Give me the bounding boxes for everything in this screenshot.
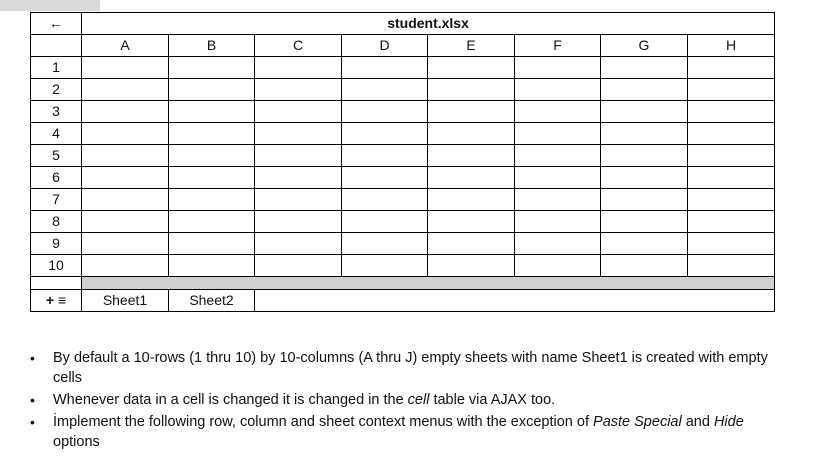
requirement-text: table via AJAX too. bbox=[429, 392, 556, 408]
sheet-tab-sheet2[interactable]: Sheet2 bbox=[169, 290, 255, 312]
cell-g6[interactable] bbox=[601, 167, 688, 189]
cell-b6[interactable] bbox=[169, 167, 255, 189]
row-header-5[interactable]: 5 bbox=[31, 145, 82, 167]
row-header-7[interactable]: 7 bbox=[31, 189, 82, 211]
cell-b8[interactable] bbox=[169, 211, 255, 233]
file-name: student.xlsx bbox=[82, 13, 775, 35]
cell-c3[interactable] bbox=[255, 101, 342, 123]
emphasis-text: Hide bbox=[713, 414, 744, 430]
row-header-8[interactable]: 8 bbox=[31, 211, 82, 233]
row-header-1[interactable]: 1 bbox=[31, 57, 82, 79]
bullet-icon: • bbox=[30, 350, 35, 366]
cell-h6[interactable] bbox=[688, 167, 775, 189]
cell-b5[interactable] bbox=[169, 145, 255, 167]
requirement-text: and bbox=[681, 414, 714, 430]
cell-a9[interactable] bbox=[82, 233, 169, 255]
row-header-4[interactable]: 4 bbox=[31, 123, 82, 145]
spreadsheet-mockup bbox=[30, 12, 775, 312]
cell-e3[interactable] bbox=[428, 101, 515, 123]
cell-c2[interactable] bbox=[255, 79, 342, 101]
sheet-tab-row bbox=[31, 290, 775, 312]
grid-row bbox=[31, 101, 775, 123]
grid-row bbox=[31, 211, 775, 233]
cell-b4[interactable] bbox=[169, 123, 255, 145]
cell-d9[interactable] bbox=[342, 233, 428, 255]
cell-g5[interactable] bbox=[601, 145, 688, 167]
requirement-item bbox=[30, 348, 790, 388]
cell-h9[interactable] bbox=[688, 233, 775, 255]
cell-e2[interactable] bbox=[428, 79, 515, 101]
grid-row bbox=[31, 57, 775, 79]
cell-c6[interactable] bbox=[255, 167, 342, 189]
bullet-icon: • bbox=[30, 414, 35, 430]
cell-h5[interactable] bbox=[688, 145, 775, 167]
cell-b10[interactable] bbox=[169, 255, 255, 277]
cell-b9[interactable] bbox=[169, 233, 255, 255]
column-header-d[interactable]: D bbox=[342, 35, 428, 57]
cell-d8[interactable] bbox=[342, 211, 428, 233]
cell-f8[interactable] bbox=[515, 211, 601, 233]
cell-f7[interactable] bbox=[515, 189, 601, 211]
cell-e5[interactable] bbox=[428, 145, 515, 167]
cell-e7[interactable] bbox=[428, 189, 515, 211]
column-header-h[interactable]: H bbox=[688, 35, 775, 57]
sheet-tab-empty-area bbox=[255, 290, 775, 312]
cell-h2[interactable] bbox=[688, 79, 775, 101]
cell-h3[interactable] bbox=[688, 101, 775, 123]
cell-g10[interactable] bbox=[601, 255, 688, 277]
cell-d4[interactable] bbox=[342, 123, 428, 145]
row-header-2[interactable]: 2 bbox=[31, 79, 82, 101]
cell-g1[interactable] bbox=[601, 57, 688, 79]
row-header-3[interactable]: 3 bbox=[31, 101, 82, 123]
cell-f10[interactable] bbox=[515, 255, 601, 277]
cell-d7[interactable] bbox=[342, 189, 428, 211]
cell-e6[interactable] bbox=[428, 167, 515, 189]
cell-f9[interactable] bbox=[515, 233, 601, 255]
cell-c9[interactable] bbox=[255, 233, 342, 255]
cell-h4[interactable] bbox=[688, 123, 775, 145]
cell-b3[interactable] bbox=[169, 101, 255, 123]
cell-c1[interactable] bbox=[255, 57, 342, 79]
cell-a6[interactable] bbox=[82, 167, 169, 189]
requirements-list bbox=[30, 348, 790, 454]
cell-b2[interactable] bbox=[169, 79, 255, 101]
cell-f1[interactable] bbox=[515, 57, 601, 79]
cell-a7[interactable] bbox=[82, 189, 169, 211]
grid-body bbox=[31, 57, 775, 277]
column-header-e[interactable]: E bbox=[428, 35, 515, 57]
requirement-text: options bbox=[53, 434, 100, 450]
select-all-corner[interactable] bbox=[31, 35, 82, 57]
grid-row bbox=[31, 233, 775, 255]
cell-d3[interactable] bbox=[342, 101, 428, 123]
horizontal-scrollbar[interactable] bbox=[82, 277, 775, 290]
cell-e4[interactable] bbox=[428, 123, 515, 145]
row-header-9[interactable]: 9 bbox=[31, 233, 82, 255]
row-header-6[interactable]: 6 bbox=[31, 167, 82, 189]
requirement-item bbox=[30, 412, 790, 452]
cell-g9[interactable] bbox=[601, 233, 688, 255]
requirement-text: By default a 10-rows (1 thru 10) by 10-columns (A thru J) empty sheets with name Sheet1 is created with empty cells bbox=[53, 350, 768, 386]
cell-c10[interactable] bbox=[255, 255, 342, 277]
scrollbar-row bbox=[31, 277, 775, 290]
cell-h10[interactable] bbox=[688, 255, 775, 277]
cell-g7[interactable] bbox=[601, 189, 688, 211]
cell-h7[interactable] bbox=[688, 189, 775, 211]
grid-row bbox=[31, 145, 775, 167]
cell-a10[interactable] bbox=[82, 255, 169, 277]
column-header-f[interactable]: F bbox=[515, 35, 601, 57]
cell-h8[interactable] bbox=[688, 211, 775, 233]
cell-b7[interactable] bbox=[169, 189, 255, 211]
cell-a5[interactable] bbox=[82, 145, 169, 167]
cell-b1[interactable] bbox=[169, 57, 255, 79]
cell-g2[interactable] bbox=[601, 79, 688, 101]
sheet-tab-sheet1[interactable]: Sheet1 bbox=[82, 290, 169, 312]
cell-d1[interactable] bbox=[342, 57, 428, 79]
cell-e9[interactable] bbox=[428, 233, 515, 255]
bullet-icon: • bbox=[30, 392, 35, 408]
cell-c4[interactable] bbox=[255, 123, 342, 145]
column-header-a[interactable]: A bbox=[82, 35, 169, 57]
column-header-b[interactable]: B bbox=[169, 35, 255, 57]
cell-c7[interactable] bbox=[255, 189, 342, 211]
cell-f6[interactable] bbox=[515, 167, 601, 189]
row-header-10[interactable]: 10 bbox=[31, 255, 82, 277]
cell-f5[interactable] bbox=[515, 145, 601, 167]
cell-a2[interactable] bbox=[82, 79, 169, 101]
grid-row bbox=[31, 189, 775, 211]
emphasis-text: cell bbox=[407, 392, 430, 408]
cell-a3[interactable] bbox=[82, 101, 169, 123]
cell-g3[interactable] bbox=[601, 101, 688, 123]
cell-e8[interactable] bbox=[428, 211, 515, 233]
column-header-c[interactable]: C bbox=[255, 35, 342, 57]
cell-e10[interactable] bbox=[428, 255, 515, 277]
cell-f2[interactable] bbox=[515, 79, 601, 101]
cell-d5[interactable] bbox=[342, 145, 428, 167]
requirement-text: Whenever data in a cell is changed it is changed in the bbox=[53, 392, 408, 408]
cell-c5[interactable] bbox=[255, 145, 342, 167]
cell-a8[interactable] bbox=[82, 211, 169, 233]
cell-e1[interactable] bbox=[428, 57, 515, 79]
cell-d10[interactable] bbox=[342, 255, 428, 277]
cell-a1[interactable] bbox=[82, 57, 169, 79]
cell-d6[interactable] bbox=[342, 167, 428, 189]
grid-row bbox=[31, 123, 775, 145]
arrow-left-icon[interactable]: ← bbox=[31, 13, 82, 35]
requirement-item bbox=[30, 390, 790, 410]
emphasis-text: Paste Special bbox=[593, 414, 682, 430]
cell-h1[interactable] bbox=[688, 57, 775, 79]
corner-decoration bbox=[0, 0, 100, 11]
column-header-row bbox=[31, 35, 775, 57]
cell-d2[interactable] bbox=[342, 79, 428, 101]
grid-row bbox=[31, 255, 775, 277]
column-header-g[interactable]: G bbox=[601, 35, 688, 57]
cell-g8[interactable] bbox=[601, 211, 688, 233]
cell-f4[interactable] bbox=[515, 123, 601, 145]
cell-c8[interactable] bbox=[255, 211, 342, 233]
grid-row bbox=[31, 79, 775, 101]
cell-g4[interactable] bbox=[601, 123, 688, 145]
grid-row bbox=[31, 167, 775, 189]
cell-a4[interactable] bbox=[82, 123, 169, 145]
title-row bbox=[31, 13, 775, 35]
add-sheet-menu-button[interactable]: + ≡ bbox=[31, 290, 82, 312]
requirement-text: İmplement the following row, column and sheet context menus with the exception of bbox=[53, 414, 594, 430]
cell-f3[interactable] bbox=[515, 101, 601, 123]
